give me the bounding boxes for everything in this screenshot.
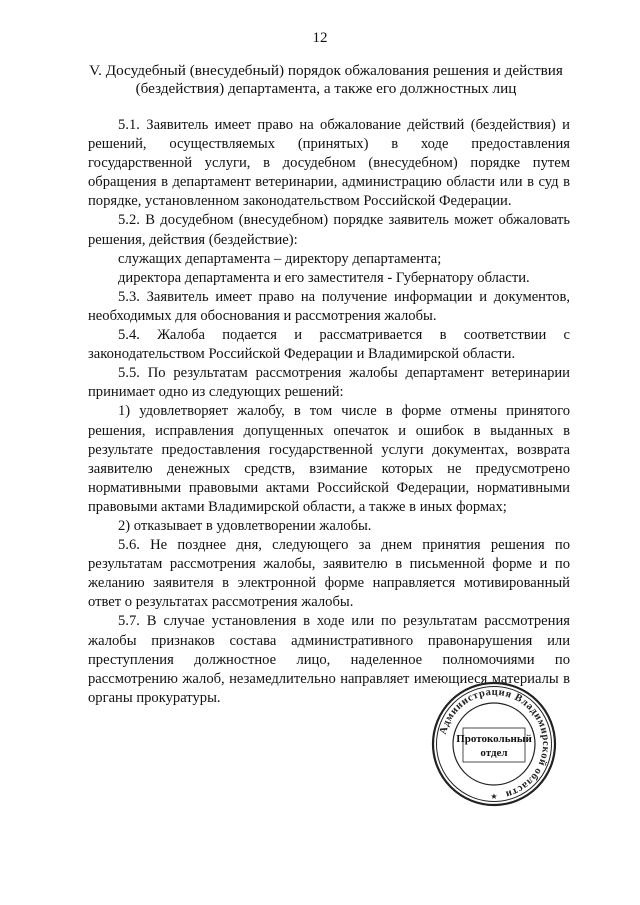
official-stamp: [430, 680, 558, 808]
stamp-center-line2: отдел: [480, 747, 508, 759]
section-title-line: V. Досудебный (внесудебный) порядок обжалования решения и действия: [89, 62, 563, 79]
section-title: [72, 62, 580, 98]
stamp-star-icon: ★: [490, 792, 498, 801]
paragraph-5-1: 5.1. Заявитель имеет право на обжалование действий (бездействия) и решений, осуществляемых (принятых) в ходе предоставления государственной услуги, в досудебном (внесудебном) порядке путем обращения в департамент ветеринарии, администрацию области или в суд в порядке, установленном законодательством Российской Федерации.: [88, 117, 570, 210]
paragraph-5-2: 5.2. В досудебном (внесудебном) порядке заявитель может обжаловать решения, действия (бездействие):: [88, 212, 570, 248]
list-item: 2) отказывает в удовлетворении жалобы.: [118, 517, 372, 534]
list-item: служащих департамента – директору департамента;: [118, 250, 442, 267]
list-item: директора департамента и его заместителя - Губернатору области.: [118, 269, 530, 286]
section-title-line: (бездействия) департамента, а также его должностных лиц: [135, 80, 517, 97]
paragraph-5-7: 5.7. В случае установления в ходе или по результатам рассмотрения жалобы признаков состава административного правонарушения или преступления должностное лицо, наделенное полномочиями по рассмотрению жалоб, незамедлительно направляет имеющиеся материалы в органы прокуратуры.: [88, 613, 570, 706]
stamp-ring-text: Администрация Владимирской области: [437, 686, 552, 800]
paragraph-5-6: 5.6. Не позднее дня, следующего за днем принятия решения по результатам рассмотрения жалобы, заявителю в письменной форме и по желанию заявителя в электронной форме направляется мотивированный ответ о результатах рассмотрения жалобы.: [88, 537, 570, 611]
page-number: 12: [312, 30, 328, 46]
paragraph-5-3: 5.3. Заявитель имеет право на получение информации и документов, необходимых для обоснования и рассмотрения жалобы.: [88, 288, 570, 324]
document-body: [88, 116, 570, 708]
paragraph-5-4: 5.4. Жалоба подается и рассматривается в соответствии с законодательством Российской Федерации и Владимирской области.: [88, 327, 570, 363]
list-item: 1) удовлетворяет жалобу, в том числе в форме отмены принятого решения, исправления допущенных опечаток и ошибок в выданных в результате предоставления государственной услуги документах, возврата заявителю денежных средств, взимание которых не предусмотрено нормативными правовыми актами Российской Федерации, нормативными правовыми актами Владимирской области, а также в иных формах;: [88, 403, 570, 515]
stamp-center-line1: Протокольный: [456, 733, 532, 745]
paragraph-5-5: 5.5. По результатам рассмотрения жалобы департамент ветеринарии принимает одно из следующих решений:: [88, 365, 570, 401]
